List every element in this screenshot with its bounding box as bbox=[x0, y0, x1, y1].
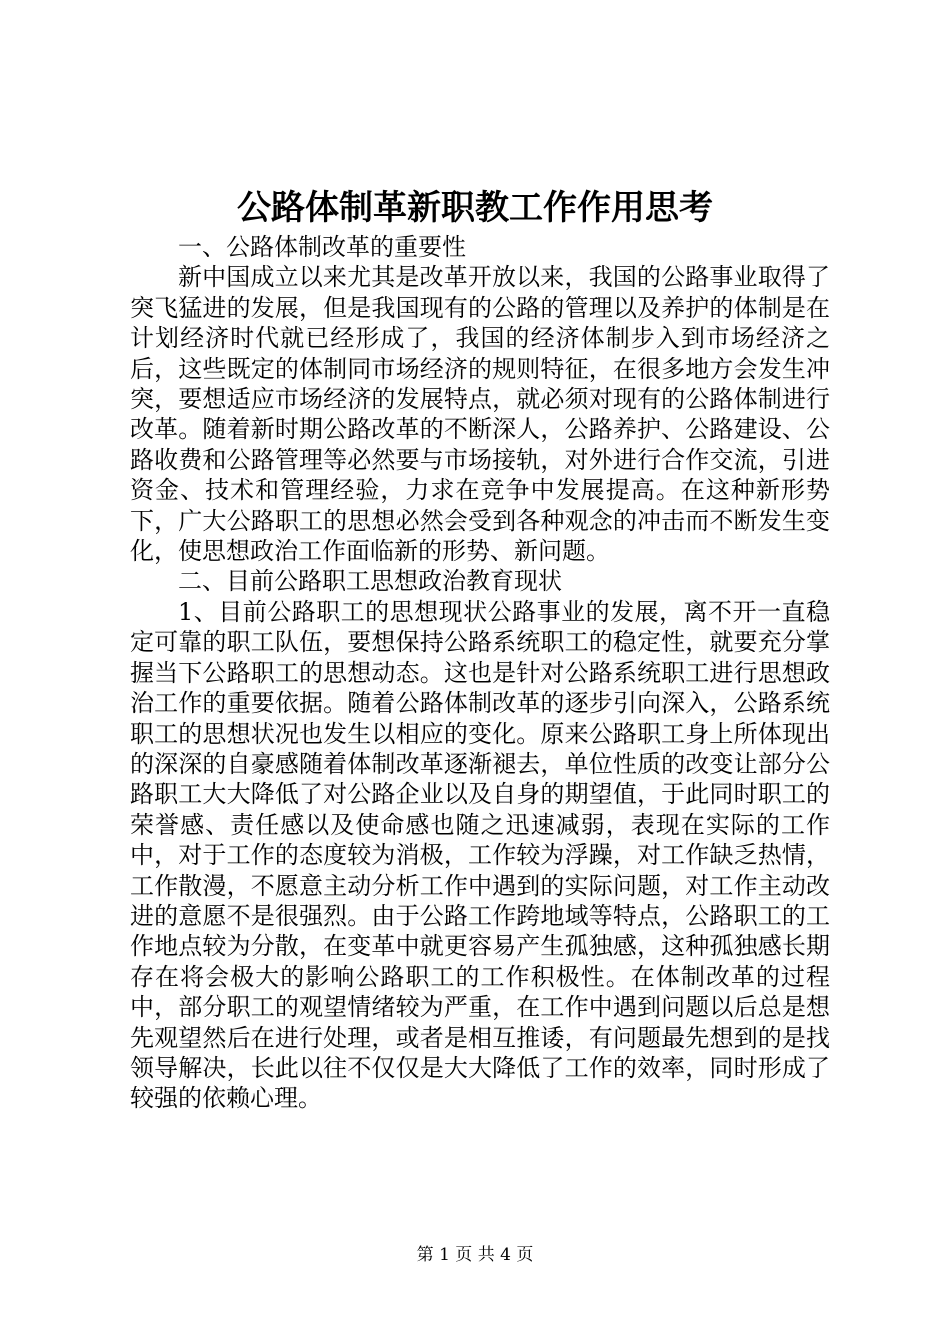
paragraph-2: 1、目前公路职工的思想现状公路事业的发展，离不开一直稳定可靠的职工队伍，要想保持公路系统职工的稳定性，就要充分掌握当下公路职工的思想动态。这也是针对公路系统职工进行思想政治工作的重要依据。随着公路体制改革的逐步引向深入，公路系统职工的思想状况也发生以相应的变化。原来公路职工身上所体现出的深深的自豪感随着体制改革逐渐褪去，单位性质的改变让部分公路职工大大降低了对公路企业以及自身的期望值，于此同时职工的荣誉感、责任感以及使命感也随之迅速减弱，表现在实际的工作中，对于工作的态度较为消极，工作较为浮躁，对工作缺乏热情，工作散漫，不愿意主动分析工作中遇到的实际问题，对工作主动改进的意愿不是很强烈。由于公路工作跨地域等特点，公路职工的工作地点较为分散，在变革中就更容易产生孤独感，这种孤独感长期存在将会极大的影响公路职工的工作积极性。在体制改革的过程中，部分职工的观望情绪较为严重，在工作中遇到问题以后总是想先观望然后在进行处理，或者是相互推诿，有问题最先想到的是找领导解决，长此以往不仅仅是大大降低了工作的效率，同时形成了较强的依赖心理。 bbox=[130, 597, 830, 1113]
section-heading-1: 一、公路体制改革的重要性 bbox=[178, 233, 466, 261]
paragraph-1: 新中国成立以来尤其是改革开放以来，我国的公路事业取得了突飞猛进的发展，但是我国现有的公路的管理以及养护的体制是在计划经济时代就已经形成了，我国的经济体制步入到市场经济之后，这些既定的体制同市场经济的规则特征，在很多地方会发生冲突，要想适应市场经济的发展特点，就必须对现有的公路体制进行改革。随着新时期公路改革的不断深人，公路养护、公路建设、公路收费和公路管理等必然要与市场接轨，对外进行合作交流，引进资金、技术和管理经验，力求在竞争中发展提高。在这种新形势下，广大公路职工的思想必然会受到各种观念的冲击而不断发生变化，使思想政治工作面临新的形势、新问题。 bbox=[130, 263, 830, 566]
page-number: 第 1 页 共 4 页 bbox=[416, 1245, 534, 1265]
document-title: 公路体制革新职教工作作用思考 bbox=[237, 188, 713, 228]
document-body bbox=[130, 232, 830, 1114]
section-heading-2: 二、目前公路职工思想政治教育现状 bbox=[178, 567, 562, 596]
